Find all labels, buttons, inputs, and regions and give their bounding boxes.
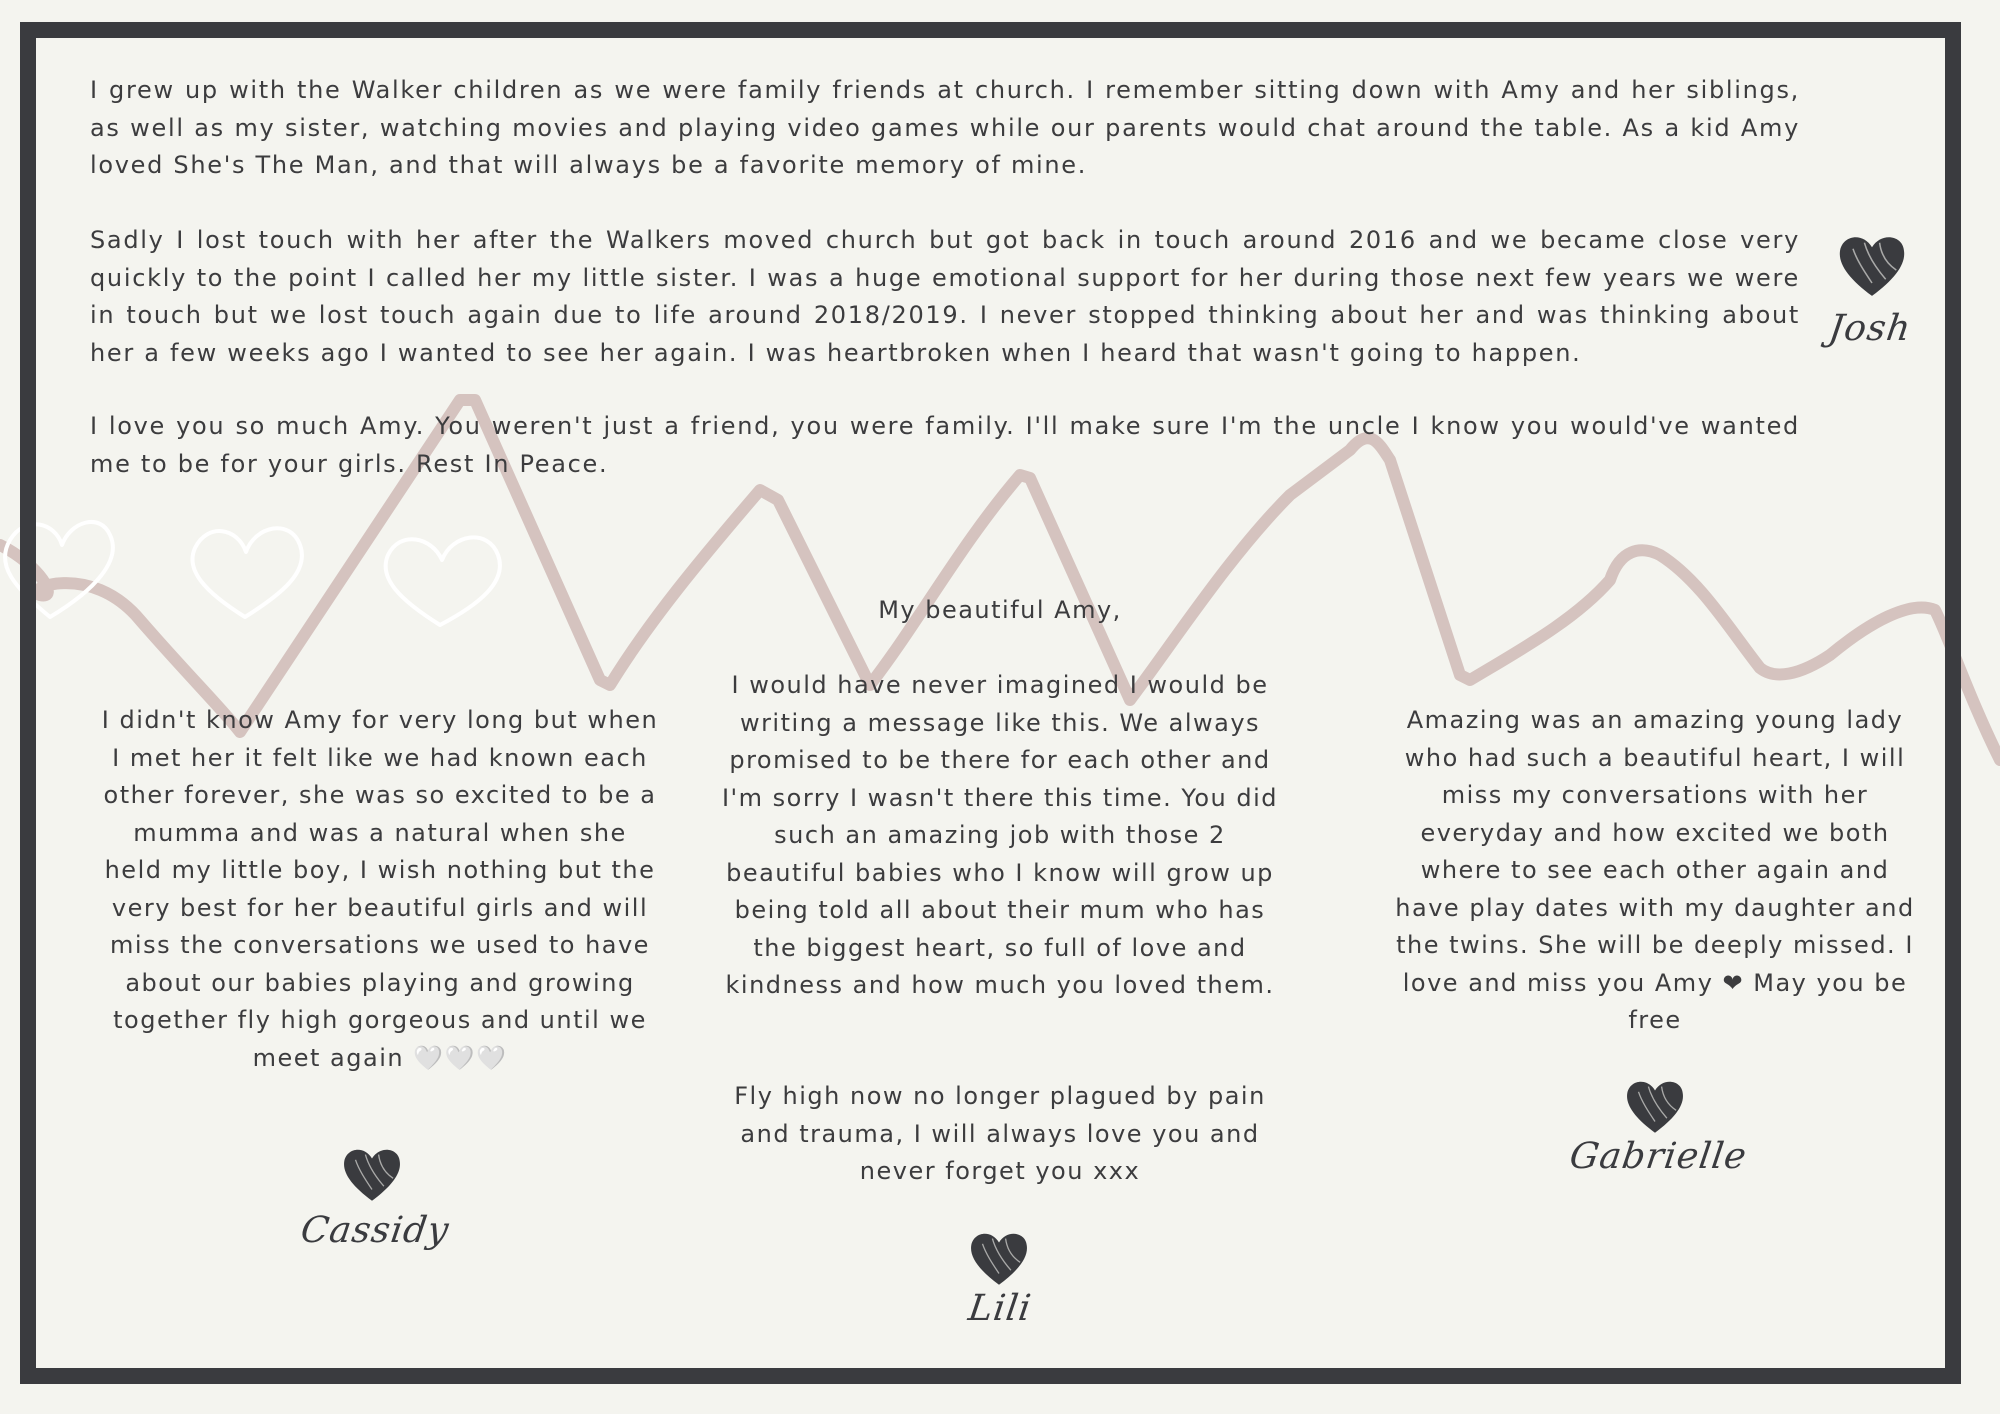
lili-message: I would have never imagined I would be writing a message like this. We always promised to be there for each other and I'm sorry I wasn't there this time. You did such an amazing job with those 2 beautiful babies who I know will grow up being told all about their mum who has the biggest heart, so full of love and kindness and how much you loved them. (721, 671, 1279, 999)
josh-paragraph-3: I love you so much Amy. You weren't just a friend, you were family. I'll make sure I'm the uncle I know you would've wanted me to be for your girls. Rest In Peace. (90, 412, 1800, 478)
cassidy-message: I didn't know Amy for very long but when I met her it felt like we had known each other forever, she was so excited to be a mumma and was a natural when she held my little boy, I wish nothing but the very best for her beautiful girls and will miss the conversations we used to have about our babies playing and growing together fly high gorgeous and until we meet again 🤍🤍🤍 (101, 706, 659, 1072)
gabrielle-message: Amazing was an amazing young lady who had such a beautiful heart, I will miss my conversations with her everyday and how excited we both where to see each other again and have play dates with my daughter and the twins. She will be deeply missed. I love and miss you Amy ❤ May you be free (1395, 706, 1915, 1034)
heart-icon (1622, 1072, 1688, 1138)
heart-icon (339, 1140, 405, 1206)
signature-gabrielle: Gabrielle (1567, 1136, 1750, 1177)
lili-closing: Fly high now no longer plagued by pain and trauma, I will always love you and never forget you xxx (734, 1082, 1266, 1185)
signature-josh: Josh (1826, 308, 1914, 349)
josh-paragraph-2: Sadly I lost touch with her after the Walkers moved church but got back in touch around 2016 and we became close very quickly to the point I called her my little sister. I was a huge emotional support for her during those next few years we were in touch but we lost touch again due to life around 2018/2019. I never stopped thinking about her and was thinking about her a few weeks ago I wanted to see her again. I was heartbroken when I heard that wasn't going to happen. (90, 226, 1800, 367)
lili-greeting: My beautiful Amy, (878, 596, 1122, 624)
signature-lili: Lili (965, 1288, 1035, 1329)
signature-cassidy: Cassidy (298, 1210, 452, 1251)
heart-icon (1834, 226, 1910, 302)
heart-icon (966, 1224, 1032, 1290)
josh-paragraph-1: I grew up with the Walker children as we were family friends at church. I remember sitting down with Amy and her siblings, as well as my sister, watching movies and playing video games while our parents would chat around the table. As a kid Amy loved She's The Man, and that will always be a favorite memory of mine. (90, 76, 1800, 179)
